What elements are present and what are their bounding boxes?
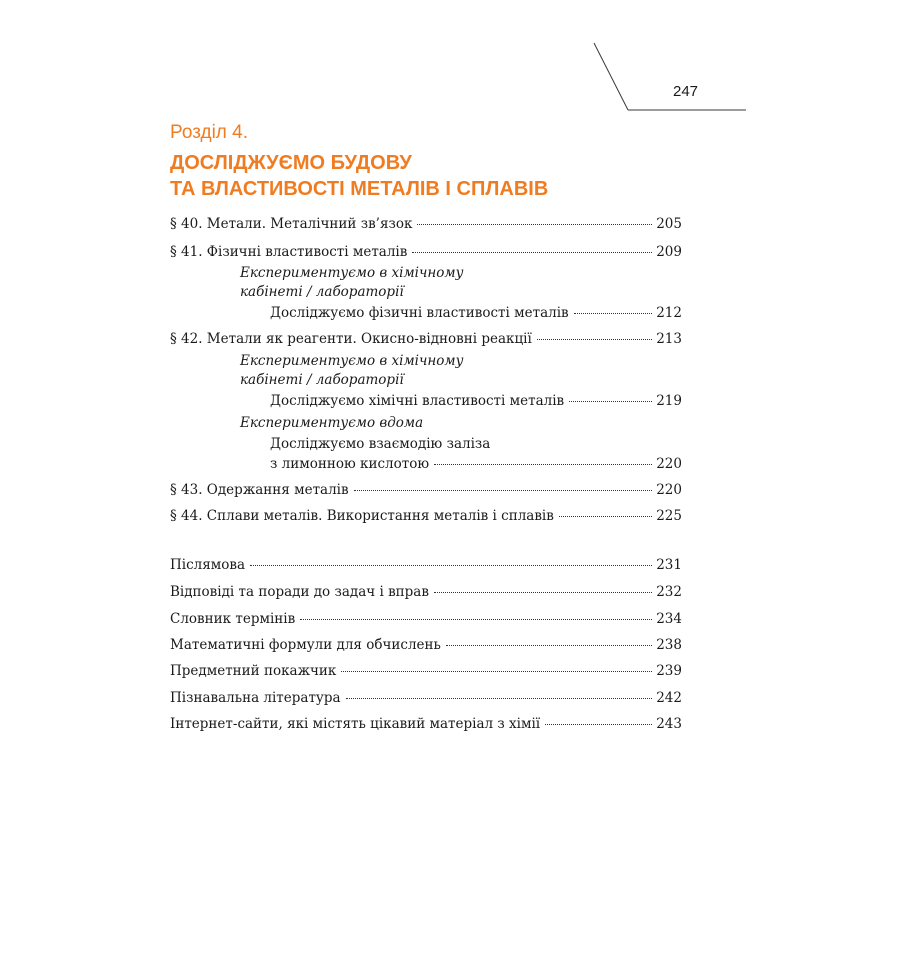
- home-experiment-heading: Експериментуємо вдома: [240, 415, 424, 431]
- toc-entry-title: § 41. Фізичні властивості металів: [170, 244, 408, 260]
- toc-entry-page: 205: [656, 216, 682, 232]
- dot-leader: [434, 464, 652, 465]
- dot-leader: [250, 565, 652, 566]
- experiment-heading: Експериментуємо в хімічному: [240, 265, 464, 281]
- dot-leader: [574, 313, 653, 314]
- toc-entry-title: § 44. Сплави металів. Використання металів і сплавів: [170, 508, 554, 524]
- toc-entry-page: 243: [656, 716, 682, 732]
- toc-entry-p40[interactable]: [170, 216, 682, 232]
- toc-entry-title: § 42. Метали як реагенти. Окисно-відновні реакції: [170, 331, 532, 347]
- section-title-line-1: ДОСЛІДЖУЄМО БУДОВУ: [170, 152, 412, 174]
- toc-entry-page: 220: [656, 482, 682, 498]
- backmatter-entry[interactable]: [170, 557, 682, 573]
- toc-entry-page: 231: [656, 557, 682, 573]
- home-experiment-title-line: Досліджуємо взаємодію заліза: [270, 436, 491, 452]
- dot-leader: [446, 645, 652, 646]
- toc-entry-p42[interactable]: [170, 331, 682, 347]
- toc-entry-title: Словник термінів: [170, 611, 296, 627]
- backmatter-entry[interactable]: [170, 637, 682, 653]
- toc-entry-title: Математичні формули для обчислень: [170, 637, 441, 653]
- toc-entry-page: 209: [656, 244, 682, 260]
- dot-leader: [569, 401, 652, 402]
- backmatter-entry[interactable]: [170, 663, 682, 679]
- toc-entry-page: 232: [656, 584, 682, 600]
- toc-entry-p42-home[interactable]: [270, 456, 682, 472]
- toc-entry-title: § 40. Метали. Металічний зв’язок: [170, 216, 413, 232]
- section-label: Розділ 4.: [170, 122, 249, 143]
- toc-entry-title: Відповіді та поради до задач і вправ: [170, 584, 429, 600]
- backmatter-entry[interactable]: [170, 611, 682, 627]
- toc-entry-title: Інтернет-сайти, які містять цікавий матеріал з хімії: [170, 716, 541, 732]
- dot-leader: [300, 619, 652, 620]
- toc-entry-title: Досліджуємо хімічні властивості металів: [270, 393, 565, 409]
- dot-leader: [545, 724, 652, 725]
- dot-leader: [354, 490, 653, 491]
- toc-entry-page: 234: [656, 611, 682, 627]
- backmatter-entry[interactable]: [170, 584, 682, 600]
- toc-entry-title: Предметний покажчик: [170, 663, 337, 679]
- toc-entry-p41[interactable]: [170, 244, 682, 260]
- toc-entry-page: 238: [656, 637, 682, 653]
- toc-entry-p41-experiment[interactable]: [270, 305, 682, 321]
- toc-entry-p44[interactable]: [170, 508, 682, 524]
- section-title-line-2: ТА ВЛАСТИВОСТІ МЕТАЛІВ І СПЛАВІВ: [170, 178, 549, 200]
- toc-entry-title: § 43. Одержання металів: [170, 482, 349, 498]
- toc-entry-page: 225: [656, 508, 682, 524]
- toc-entry-p43[interactable]: [170, 482, 682, 498]
- dot-leader: [417, 224, 652, 225]
- toc-entry-page: 219: [656, 393, 682, 409]
- toc-entry-page: 213: [656, 331, 682, 347]
- dot-leader: [341, 671, 652, 672]
- toc-entry-title: Післямова: [170, 557, 246, 573]
- experiment-heading: Експериментуємо в хімічному: [240, 353, 464, 369]
- toc-entry-title: Досліджуємо фізичні властивості металів: [270, 305, 569, 321]
- backmatter-entry[interactable]: [170, 690, 682, 706]
- toc-entry-title: з лимонною кислотою: [270, 456, 430, 472]
- experiment-heading: кабінеті / лабораторії: [240, 284, 404, 300]
- toc-entry-page: 242: [656, 690, 682, 706]
- dot-leader: [559, 516, 652, 517]
- dot-leader: [412, 252, 652, 253]
- toc-entry-page: 220: [656, 456, 682, 472]
- toc-entry-p42-experiment[interactable]: [270, 393, 682, 409]
- page-number: 247: [673, 83, 699, 100]
- experiment-heading: кабінеті / лабораторії: [240, 372, 404, 388]
- dot-leader: [434, 592, 652, 593]
- backmatter-entry[interactable]: [170, 716, 682, 732]
- section-title: [170, 150, 690, 202]
- toc-entry-page: 212: [656, 305, 682, 321]
- corner-diagonal-line: [594, 43, 628, 110]
- toc-entry-title: Пізнавальна література: [170, 690, 341, 706]
- dot-leader: [537, 339, 652, 340]
- toc-entry-page: 239: [656, 663, 682, 679]
- dot-leader: [346, 698, 653, 699]
